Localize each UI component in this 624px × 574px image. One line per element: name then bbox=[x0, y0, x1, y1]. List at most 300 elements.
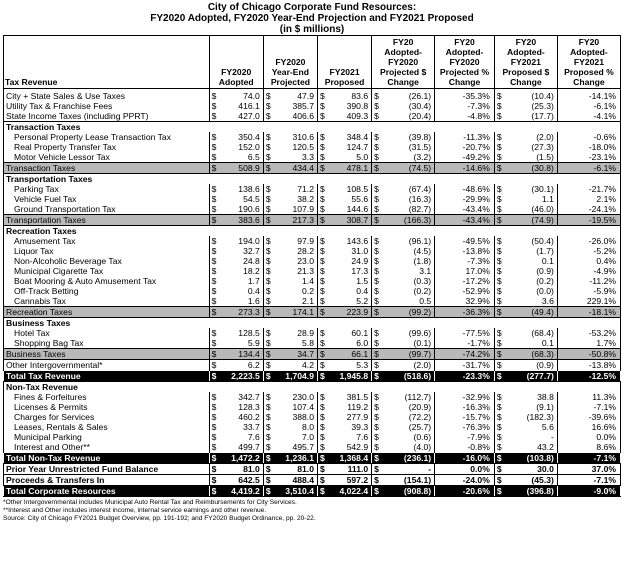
currency-sign: $ bbox=[494, 349, 505, 360]
cell-fy2020-adopted: 0.4 bbox=[220, 286, 263, 296]
currency-sign: $ bbox=[372, 142, 383, 152]
cell-fy21-proposed-pct-change: -53.2% bbox=[557, 328, 620, 338]
cell-fy2020-adopted: 508.9 bbox=[220, 163, 263, 174]
cell-fy21-proposed-dollar-change: (46.0) bbox=[505, 204, 557, 215]
cell-fy20-projected-dollar-change: (0.6) bbox=[383, 432, 435, 442]
currency-sign: $ bbox=[372, 246, 383, 256]
currency-sign: $ bbox=[263, 215, 274, 226]
currency-sign: $ bbox=[209, 349, 220, 360]
currency-sign: $ bbox=[263, 432, 274, 442]
row-label: Motor Vehicle Lessor Tax bbox=[4, 152, 210, 163]
cell-fy21-proposed-pct-change: -39.6% bbox=[557, 412, 620, 422]
currency-sign: $ bbox=[317, 432, 328, 442]
section-row-recreation-taxes bbox=[4, 226, 621, 237]
currency-sign: $ bbox=[372, 236, 383, 246]
currency-sign: $ bbox=[209, 307, 220, 318]
cell-fy20-projected-pct-change: -17.2% bbox=[435, 276, 495, 286]
cell-fy20-projected-dollar-change: (74.5) bbox=[383, 163, 435, 174]
cell-fy20-projected-pct-change: -48.6% bbox=[435, 184, 495, 194]
currency-sign: $ bbox=[209, 453, 220, 464]
table-row-boat-mooring-auto-amusement-tax bbox=[4, 276, 621, 286]
currency-sign: $ bbox=[372, 307, 383, 318]
currency-sign: $ bbox=[317, 184, 328, 194]
currency-sign: $ bbox=[372, 276, 383, 286]
row-label: Licenses & Permits bbox=[4, 402, 210, 412]
subtotal-row-transaction-taxes bbox=[4, 163, 621, 174]
cell-fy2021-proposed: 39.3 bbox=[329, 422, 372, 432]
cell-fy21-proposed-pct-change: -13.8% bbox=[557, 360, 620, 371]
row-label: Transportation Taxes bbox=[4, 215, 210, 226]
currency-sign: $ bbox=[317, 132, 328, 142]
cell-fy20-projected-dollar-change: (0.3) bbox=[383, 276, 435, 286]
cell-fy2021-proposed: 542.9 bbox=[329, 442, 372, 453]
cell-fy2021-proposed: 60.1 bbox=[329, 328, 372, 338]
cell-fy2020-adopted: 7.6 bbox=[220, 432, 263, 442]
currency-sign: $ bbox=[263, 163, 274, 174]
currency-sign: $ bbox=[494, 412, 505, 422]
currency-sign: $ bbox=[317, 422, 328, 432]
currency-sign: $ bbox=[317, 349, 328, 360]
row-label: Charges for Services bbox=[4, 412, 210, 422]
currency-sign: $ bbox=[263, 152, 274, 163]
cell-fy21-proposed-pct-change: -11.2% bbox=[557, 276, 620, 286]
currency-sign: $ bbox=[263, 276, 274, 286]
cell-fy2020-adopted: 273.3 bbox=[220, 307, 263, 318]
table-header-row bbox=[4, 36, 621, 89]
currency-sign: $ bbox=[209, 475, 220, 486]
currency-sign: $ bbox=[209, 256, 220, 266]
cell-fy2020-adopted: 460.2 bbox=[220, 412, 263, 422]
currency-sign: $ bbox=[263, 328, 274, 338]
currency-sign: $ bbox=[317, 286, 328, 296]
table-row-state-income-taxes-including-pprt bbox=[4, 111, 621, 122]
cell-fy20-projected-dollar-change: (4.0) bbox=[383, 442, 435, 453]
cell-fy20-projected-dollar-change: (82.7) bbox=[383, 204, 435, 215]
cell-fy21-proposed-pct-change: -4.9% bbox=[557, 266, 620, 276]
currency-sign: $ bbox=[372, 442, 383, 453]
cell-fy2021-proposed: 55.6 bbox=[329, 194, 372, 204]
row-label: Off-Track Betting bbox=[4, 286, 210, 296]
section-row-transportation-taxes bbox=[4, 174, 621, 185]
cell-fy20-projected-pct-change: -24.0% bbox=[435, 475, 495, 486]
currency-sign: $ bbox=[494, 371, 505, 382]
cell-fy21-proposed-pct-change: -24.1% bbox=[557, 204, 620, 215]
currency-sign: $ bbox=[263, 464, 274, 475]
row-label: Municipal Cigarette Tax bbox=[4, 266, 210, 276]
section-heading: Transportation Taxes bbox=[4, 174, 621, 185]
currency-sign: $ bbox=[372, 101, 383, 111]
cell-fy2020-adopted: 383.6 bbox=[220, 215, 263, 226]
cell-fy20-projected-dollar-change: 3.1 bbox=[383, 266, 435, 276]
cell-fy21-proposed-pct-change: 11.3% bbox=[557, 392, 620, 402]
currency-sign: $ bbox=[317, 307, 328, 318]
cell-fy20-projected-pct-change: -7.9% bbox=[435, 432, 495, 442]
cell-fy2020-adopted: 2,223.5 bbox=[220, 371, 263, 382]
currency-sign: $ bbox=[494, 402, 505, 412]
currency-sign: $ bbox=[372, 402, 383, 412]
cell-fy21-proposed-pct-change: -19.5% bbox=[557, 215, 620, 226]
cell-fy20-projected-pct-change: -74.2% bbox=[435, 349, 495, 360]
cell-fy2020-adopted: 138.6 bbox=[220, 184, 263, 194]
cell-fy21-proposed-pct-change: 1.7% bbox=[557, 338, 620, 349]
currency-sign: $ bbox=[317, 101, 328, 111]
currency-sign: $ bbox=[209, 276, 220, 286]
table-row-liquor-tax bbox=[4, 246, 621, 256]
currency-sign: $ bbox=[494, 338, 505, 349]
currency-sign: $ bbox=[317, 163, 328, 174]
currency-sign: $ bbox=[263, 475, 274, 486]
currency-sign: $ bbox=[263, 246, 274, 256]
cell-fy21-proposed-pct-change: -18.0% bbox=[557, 142, 620, 152]
row-label: Hotel Tax bbox=[4, 328, 210, 338]
cell-fy2021-proposed: 111.0 bbox=[329, 464, 372, 475]
cell-fy21-proposed-pct-change: -50.8% bbox=[557, 349, 620, 360]
cell-fy20-projected-dollar-change: (99.2) bbox=[383, 307, 435, 318]
cell-fy21-proposed-dollar-change: (182.3) bbox=[505, 412, 557, 422]
cell-fy2020-adopted: 18.2 bbox=[220, 266, 263, 276]
table-row-city-state-sales-use-taxes bbox=[4, 91, 621, 101]
cell-fy2020-year-end: 388.0 bbox=[274, 412, 317, 422]
cell-fy2021-proposed: 119.2 bbox=[329, 402, 372, 412]
cell-fy2020-year-end: 5.8 bbox=[274, 338, 317, 349]
cell-fy2020-year-end: 107.4 bbox=[274, 402, 317, 412]
currency-sign: $ bbox=[494, 194, 505, 204]
currency-sign: $ bbox=[317, 204, 328, 215]
row-label: Boat Mooring & Auto Amusement Tax bbox=[4, 276, 210, 286]
cell-fy21-proposed-pct-change: 16.6% bbox=[557, 422, 620, 432]
cell-fy2020-adopted: 5.9 bbox=[220, 338, 263, 349]
cell-fy21-proposed-dollar-change: (74.9) bbox=[505, 215, 557, 226]
table-row-licenses-permits bbox=[4, 402, 621, 412]
cell-fy21-proposed-pct-change: -0.6% bbox=[557, 132, 620, 142]
currency-sign: $ bbox=[209, 184, 220, 194]
currency-sign: $ bbox=[209, 422, 220, 432]
row-label: Utility Tax & Franchise Fees bbox=[4, 101, 210, 111]
table-row-municipal-parking bbox=[4, 432, 621, 442]
cell-fy21-proposed-dollar-change: 38.8 bbox=[505, 392, 557, 402]
currency-sign: $ bbox=[317, 215, 328, 226]
cell-fy21-proposed-pct-change: -6.1% bbox=[557, 163, 620, 174]
cell-fy2020-adopted: 1.6 bbox=[220, 296, 263, 307]
currency-sign: $ bbox=[317, 256, 328, 266]
cell-fy21-proposed-dollar-change: (0.9) bbox=[505, 360, 557, 371]
cell-fy2021-proposed: 1,368.4 bbox=[329, 453, 372, 464]
cell-fy21-proposed-dollar-change: 43.2 bbox=[505, 442, 557, 453]
currency-sign: $ bbox=[263, 101, 274, 111]
cell-fy2021-proposed: 409.3 bbox=[329, 111, 372, 122]
cell-fy21-proposed-pct-change: -4.1% bbox=[557, 111, 620, 122]
currency-sign: $ bbox=[263, 266, 274, 276]
cell-fy20-projected-pct-change: -7.3% bbox=[435, 101, 495, 111]
cell-fy2021-proposed: 381.5 bbox=[329, 392, 372, 402]
cell-fy2021-proposed: 223.9 bbox=[329, 307, 372, 318]
currency-sign: $ bbox=[494, 266, 505, 276]
table-row-real-property-transfer-tax bbox=[4, 142, 621, 152]
section-heading: Transaction Taxes bbox=[4, 122, 621, 133]
cell-fy21-proposed-pct-change: -26.0% bbox=[557, 236, 620, 246]
currency-sign: $ bbox=[317, 266, 328, 276]
currency-sign: $ bbox=[209, 338, 220, 349]
currency-sign: $ bbox=[494, 432, 505, 442]
currency-sign: $ bbox=[209, 101, 220, 111]
cell-fy21-proposed-dollar-change: (2.0) bbox=[505, 132, 557, 142]
currency-sign: $ bbox=[494, 453, 505, 464]
cell-fy20-projected-dollar-change: 0.5 bbox=[383, 296, 435, 307]
currency-sign: $ bbox=[263, 412, 274, 422]
row-label: Cannabis Tax bbox=[4, 296, 210, 307]
currency-sign: $ bbox=[209, 286, 220, 296]
currency-sign: $ bbox=[263, 392, 274, 402]
cell-fy20-projected-dollar-change: (0.2) bbox=[383, 286, 435, 296]
cell-fy2020-year-end: 107.9 bbox=[274, 204, 317, 215]
document-page bbox=[3, 2, 621, 524]
cell-fy2020-adopted: 81.0 bbox=[220, 464, 263, 475]
cell-fy21-proposed-dollar-change: (396.8) bbox=[505, 486, 557, 497]
currency-sign: $ bbox=[372, 392, 383, 402]
currency-sign: $ bbox=[494, 328, 505, 338]
cell-fy20-projected-pct-change: -32.9% bbox=[435, 392, 495, 402]
cell-fy20-projected-dollar-change: (72.2) bbox=[383, 412, 435, 422]
table-row-personal-property-lease-transaction-tax bbox=[4, 132, 621, 142]
total-row-total-non-tax-revenue bbox=[4, 453, 621, 464]
currency-sign: $ bbox=[317, 360, 328, 371]
cell-fy2021-proposed: 1,945.8 bbox=[329, 371, 372, 382]
cell-fy20-projected-pct-change: -52.9% bbox=[435, 286, 495, 296]
cell-fy2020-year-end: 406.6 bbox=[274, 111, 317, 122]
cell-fy20-projected-pct-change: 0.0% bbox=[435, 464, 495, 475]
currency-sign: $ bbox=[317, 246, 328, 256]
currency-sign: $ bbox=[317, 152, 328, 163]
cell-fy20-projected-dollar-change: (518.6) bbox=[383, 371, 435, 382]
currency-sign: $ bbox=[317, 276, 328, 286]
cell-fy2020-adopted: 74.0 bbox=[220, 91, 263, 101]
cell-fy2020-year-end: 7.0 bbox=[274, 432, 317, 442]
row-label: Business Taxes bbox=[4, 349, 210, 360]
table-row-amusement-tax bbox=[4, 236, 621, 246]
currency-sign: $ bbox=[317, 392, 328, 402]
currency-sign: $ bbox=[372, 163, 383, 174]
currency-sign: $ bbox=[317, 91, 328, 101]
row-label: City + State Sales & Use Taxes bbox=[4, 91, 210, 101]
cell-fy20-projected-dollar-change: (96.1) bbox=[383, 236, 435, 246]
currency-sign: $ bbox=[317, 328, 328, 338]
currency-sign: $ bbox=[317, 453, 328, 464]
currency-sign: $ bbox=[263, 307, 274, 318]
row-label: Total Non-Tax Revenue bbox=[4, 453, 210, 464]
cell-fy2020-adopted: 642.5 bbox=[220, 475, 263, 486]
currency-sign: $ bbox=[209, 111, 220, 122]
subtotal-row-business-taxes bbox=[4, 349, 621, 360]
cell-fy21-proposed-dollar-change: (49.4) bbox=[505, 307, 557, 318]
cell-fy2021-proposed: 0.4 bbox=[329, 286, 372, 296]
row-label: State Income Taxes (including PPRT) bbox=[4, 111, 210, 122]
header-fy2020-adopted: FY2020 Adopted bbox=[209, 36, 263, 89]
cell-fy2020-adopted: 1,472.2 bbox=[220, 453, 263, 464]
table-row-cannabis-tax bbox=[4, 296, 621, 307]
cell-fy2020-year-end: 28.9 bbox=[274, 328, 317, 338]
table-row-motor-vehicle-lessor-tax bbox=[4, 152, 621, 163]
cell-fy20-projected-dollar-change: (166.3) bbox=[383, 215, 435, 226]
currency-sign: $ bbox=[372, 256, 383, 266]
cell-fy2020-adopted: 128.3 bbox=[220, 402, 263, 412]
currency-sign: $ bbox=[372, 371, 383, 382]
cell-fy20-projected-dollar-change: (25.7) bbox=[383, 422, 435, 432]
row-label: Non-Alcoholic Beverage Tax bbox=[4, 256, 210, 266]
total-row-total-tax-revenue bbox=[4, 371, 621, 382]
cell-fy20-projected-dollar-change: (2.0) bbox=[383, 360, 435, 371]
currency-sign: $ bbox=[372, 286, 383, 296]
currency-sign: $ bbox=[372, 453, 383, 464]
currency-sign: $ bbox=[317, 464, 328, 475]
cell-fy20-projected-dollar-change: (39.8) bbox=[383, 132, 435, 142]
row-label: Proceeds & Transfers In bbox=[4, 475, 210, 486]
currency-sign: $ bbox=[494, 204, 505, 215]
row-label: Prior Year Unrestricted Fund Balance bbox=[4, 464, 210, 475]
currency-sign: $ bbox=[263, 442, 274, 453]
row-label: Leases, Rentals & Sales bbox=[4, 422, 210, 432]
cell-fy2020-adopted: 350.4 bbox=[220, 132, 263, 142]
cell-fy2021-proposed: 5.0 bbox=[329, 152, 372, 163]
currency-sign: $ bbox=[209, 246, 220, 256]
cell-fy21-proposed-dollar-change: 5.6 bbox=[505, 422, 557, 432]
currency-sign: $ bbox=[263, 349, 274, 360]
cell-fy21-proposed-dollar-change: (1.5) bbox=[505, 152, 557, 163]
cell-fy21-proposed-dollar-change: 0.1 bbox=[505, 338, 557, 349]
row-label: Total Tax Revenue bbox=[4, 371, 210, 382]
cell-fy21-proposed-pct-change: -5.9% bbox=[557, 286, 620, 296]
cell-fy2020-year-end: 71.2 bbox=[274, 184, 317, 194]
cell-fy21-proposed-dollar-change: (0.9) bbox=[505, 266, 557, 276]
currency-sign: $ bbox=[209, 163, 220, 174]
cell-fy2020-year-end: 3.3 bbox=[274, 152, 317, 163]
revenue-table bbox=[3, 35, 621, 497]
currency-sign: $ bbox=[209, 360, 220, 371]
cell-fy20-projected-pct-change: -4.8% bbox=[435, 111, 495, 122]
cell-fy2020-year-end: 385.7 bbox=[274, 101, 317, 111]
cell-fy2021-proposed: 144.6 bbox=[329, 204, 372, 215]
cell-fy2020-year-end: 2.1 bbox=[274, 296, 317, 307]
cell-fy2020-adopted: 33.7 bbox=[220, 422, 263, 432]
cell-fy21-proposed-pct-change: -23.1% bbox=[557, 152, 620, 163]
currency-sign: $ bbox=[209, 296, 220, 307]
section-row-business-taxes bbox=[4, 318, 621, 329]
cell-fy2020-year-end: 97.9 bbox=[274, 236, 317, 246]
currency-sign: $ bbox=[263, 453, 274, 464]
cell-fy21-proposed-dollar-change: (68.4) bbox=[505, 328, 557, 338]
currency-sign: $ bbox=[317, 486, 328, 497]
cell-fy2021-proposed: 6.0 bbox=[329, 338, 372, 349]
cell-fy2020-adopted: 194.0 bbox=[220, 236, 263, 246]
section-row-non-tax-revenue bbox=[4, 382, 621, 393]
cell-fy21-proposed-pct-change: 0.0% bbox=[557, 432, 620, 442]
row-label: Amusement Tax bbox=[4, 236, 210, 246]
cell-fy21-proposed-dollar-change: (25.3) bbox=[505, 101, 557, 111]
currency-sign: $ bbox=[209, 194, 220, 204]
currency-sign: $ bbox=[263, 360, 274, 371]
cell-fy20-projected-pct-change: -35.3% bbox=[435, 91, 495, 101]
cell-fy21-proposed-pct-change: -9.0% bbox=[557, 486, 620, 497]
table-row-utility-tax-franchise-fees bbox=[4, 101, 621, 111]
cell-fy2021-proposed: 7.6 bbox=[329, 432, 372, 442]
currency-sign: $ bbox=[209, 152, 220, 163]
table-row-charges-for-services bbox=[4, 412, 621, 422]
cell-fy2021-proposed: 124.7 bbox=[329, 142, 372, 152]
cell-fy2020-year-end: 8.0 bbox=[274, 422, 317, 432]
cell-fy2020-adopted: 342.7 bbox=[220, 392, 263, 402]
cell-fy20-projected-pct-change: -16.0% bbox=[435, 453, 495, 464]
cell-fy2020-year-end: 310.6 bbox=[274, 132, 317, 142]
cell-fy20-projected-dollar-change: (1.8) bbox=[383, 256, 435, 266]
cell-fy21-proposed-pct-change: -7.1% bbox=[557, 402, 620, 412]
cell-fy21-proposed-dollar-change: (27.3) bbox=[505, 142, 557, 152]
currency-sign: $ bbox=[494, 276, 505, 286]
cell-fy2021-proposed: 143.6 bbox=[329, 236, 372, 246]
cell-fy2020-year-end: 495.7 bbox=[274, 442, 317, 453]
currency-sign: $ bbox=[494, 296, 505, 307]
cell-fy20-projected-pct-change: 32.9% bbox=[435, 296, 495, 307]
title-line-1: City of Chicago Corporate Fund Resources: bbox=[207, 2, 417, 13]
cell-fy21-proposed-dollar-change: (0.0) bbox=[505, 286, 557, 296]
currency-sign: $ bbox=[263, 91, 274, 101]
currency-sign: $ bbox=[263, 111, 274, 122]
cell-fy2021-proposed: 24.9 bbox=[329, 256, 372, 266]
currency-sign: $ bbox=[372, 184, 383, 194]
currency-sign: $ bbox=[372, 296, 383, 307]
cell-fy2020-year-end: 1,236.1 bbox=[274, 453, 317, 464]
cell-fy20-projected-dollar-change: - bbox=[383, 464, 435, 475]
table-row-fines-forfeitures bbox=[4, 392, 621, 402]
currency-sign: $ bbox=[494, 392, 505, 402]
cell-fy20-projected-dollar-change: (0.1) bbox=[383, 338, 435, 349]
cell-fy21-proposed-dollar-change: 0.1 bbox=[505, 256, 557, 266]
currency-sign: $ bbox=[317, 371, 328, 382]
title-line-3: (in $ millions) bbox=[279, 24, 345, 35]
cell-fy21-proposed-dollar-change: (103.8) bbox=[505, 453, 557, 464]
cell-fy20-projected-dollar-change: (236.1) bbox=[383, 453, 435, 464]
row-label: Shopping Bag Tax bbox=[4, 338, 210, 349]
cell-fy20-projected-dollar-change: (3.2) bbox=[383, 152, 435, 163]
cell-fy21-proposed-dollar-change: (0.2) bbox=[505, 276, 557, 286]
currency-sign: $ bbox=[263, 204, 274, 215]
cell-fy21-proposed-pct-change: -21.7% bbox=[557, 184, 620, 194]
cell-fy2021-proposed: 597.2 bbox=[329, 475, 372, 486]
currency-sign: $ bbox=[209, 486, 220, 497]
currency-sign: $ bbox=[372, 412, 383, 422]
currency-sign: $ bbox=[263, 296, 274, 307]
cell-fy20-projected-pct-change: -13.8% bbox=[435, 246, 495, 256]
cell-fy2020-adopted: 416.1 bbox=[220, 101, 263, 111]
currency-sign: $ bbox=[494, 464, 505, 475]
cell-fy20-projected-dollar-change: (99.7) bbox=[383, 349, 435, 360]
cell-fy2021-proposed: 308.7 bbox=[329, 215, 372, 226]
currency-sign: $ bbox=[494, 256, 505, 266]
header-fy20-projected-pct-change: FY20 Adopted-FY2020 Projected % Change bbox=[435, 36, 495, 89]
currency-sign: $ bbox=[209, 132, 220, 142]
currency-sign: $ bbox=[209, 412, 220, 422]
cell-fy2020-year-end: 1.4 bbox=[274, 276, 317, 286]
cell-fy2021-proposed: 277.9 bbox=[329, 412, 372, 422]
cell-fy20-projected-dollar-change: (99.6) bbox=[383, 328, 435, 338]
row-label: Fines & Forfeitures bbox=[4, 392, 210, 402]
cell-fy20-projected-pct-change: -76.3% bbox=[435, 422, 495, 432]
cell-fy2020-year-end: 488.4 bbox=[274, 475, 317, 486]
cell-fy2021-proposed: 108.5 bbox=[329, 184, 372, 194]
currency-sign: $ bbox=[372, 266, 383, 276]
currency-sign: $ bbox=[263, 338, 274, 349]
currency-sign: $ bbox=[263, 184, 274, 194]
cell-fy2020-adopted: 54.5 bbox=[220, 194, 263, 204]
currency-sign: $ bbox=[494, 132, 505, 142]
